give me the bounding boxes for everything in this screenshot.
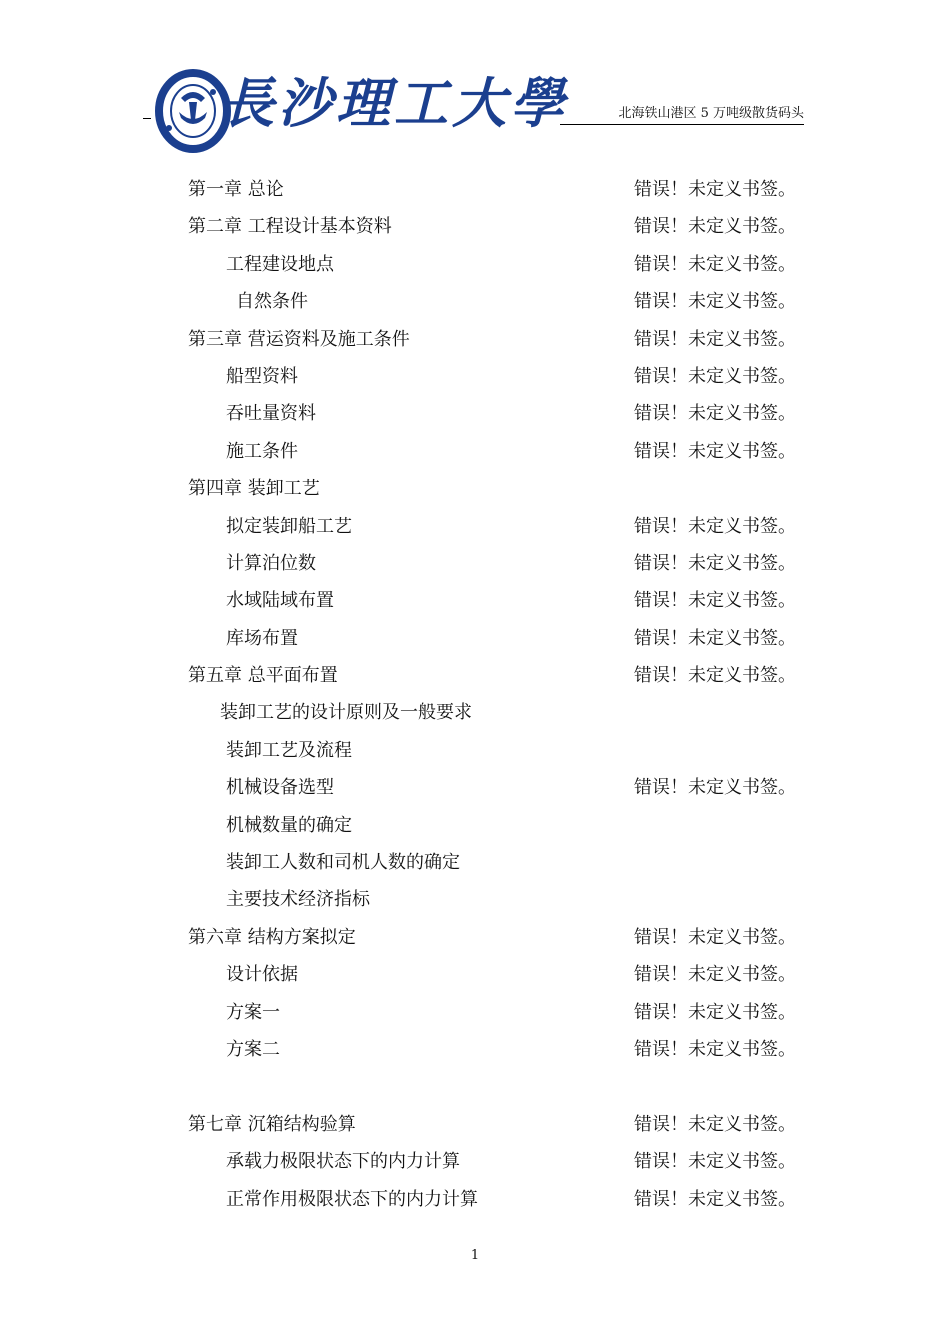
toc-entry-title: 吞吐量资料: [226, 403, 316, 425]
toc-entry-page: 错误！未定义书签。: [634, 1001, 796, 1023]
toc-entry-page: 错误！未定义书签。: [634, 926, 796, 948]
toc-entry-title: 机械数量的确定: [226, 814, 352, 836]
toc-entry[interactable]: [0, 732, 950, 769]
page-number: 1: [470, 1248, 480, 1263]
toc-entry-page: 错误！未定义书签。: [634, 403, 796, 425]
toc-entry-title: 正常作用极限状态下的内力计算: [226, 1188, 478, 1210]
toc-entry-page: 错误！未定义书签。: [634, 1038, 796, 1060]
toc-entry-page: 错误！未定义书签。: [634, 216, 796, 238]
toc-entry-title: 第三章 营运资料及施工条件: [188, 328, 410, 350]
toc-entry-page: 错误！未定义书签。: [634, 665, 796, 687]
toc-entry-title: 施工条件: [226, 440, 298, 462]
toc-entry-page: 错误！未定义书签。: [634, 552, 796, 574]
toc-entry[interactable]: [0, 881, 950, 918]
university-logo-text: 長沙理工大學: [220, 71, 568, 135]
toc-entry-page: 错误！未定义书签。: [634, 365, 796, 387]
toc-entry[interactable]: [0, 582, 950, 619]
toc-entry-page: 错误！未定义书签。: [634, 590, 796, 612]
toc-entry[interactable]: [0, 844, 950, 881]
toc-entry-title: 第六章 结构方案拟定: [188, 926, 356, 948]
toc-entry[interactable]: [0, 1031, 950, 1068]
toc-entry[interactable]: [0, 694, 950, 731]
toc-entry-title: 第一章 总论: [188, 179, 284, 200]
toc-entry[interactable]: [0, 470, 950, 507]
toc-entry[interactable]: [0, 769, 950, 806]
header-rule-tick: [143, 118, 151, 119]
toc-entry-title: 库场布置: [226, 627, 298, 649]
toc-entry-title: 装卸工人数和司机人数的确定: [226, 852, 460, 874]
toc-entry-title: 承载力极限状态下的内力计算: [226, 1151, 460, 1173]
toc-entry-title: 水域陆域布置: [226, 590, 334, 612]
toc-entry[interactable]: [0, 246, 950, 283]
toc-entry-page: 错误！未定义书签。: [634, 1151, 796, 1173]
toc-entry-title: 工程建设地点: [226, 253, 334, 275]
toc-entry-title: 方案一: [226, 1001, 280, 1023]
toc-entry[interactable]: [0, 657, 950, 694]
toc-entry[interactable]: [0, 171, 950, 208]
toc-entry[interactable]: [0, 321, 950, 358]
toc-entry-page: 错误！未定义书签。: [634, 179, 796, 200]
toc-entry-title: 第五章 总平面布置: [188, 665, 338, 687]
toc-entry-page: 错误！未定义书签。: [634, 328, 796, 350]
toc-entry-page: 错误！未定义书签。: [634, 440, 796, 462]
toc-entry[interactable]: [0, 208, 950, 245]
toc-entry-page: 错误！未定义书签。: [634, 1188, 796, 1210]
toc-entry-title: 装卸工艺的设计原则及一般要求: [220, 702, 472, 724]
toc-entry[interactable]: [0, 358, 950, 395]
toc-entry-title: 自然条件: [236, 291, 308, 313]
toc-entry-title: 拟定装卸船工艺: [226, 515, 352, 537]
toc-entry-title: 装卸工艺及流程: [226, 739, 352, 761]
toc-entry[interactable]: [0, 807, 950, 844]
toc-entry[interactable]: [0, 919, 950, 956]
toc-entry[interactable]: [0, 395, 950, 432]
toc-entry[interactable]: [0, 433, 950, 470]
toc-entry-title: 主要技术经济指标: [226, 889, 370, 911]
toc-entry-title: 方案二: [226, 1038, 280, 1060]
toc-entry[interactable]: [0, 956, 950, 993]
page-header: [0, 0, 950, 170]
toc-entry-title: 设计依据: [226, 964, 298, 986]
toc-entry-page: 错误！未定义书签。: [634, 1113, 796, 1135]
toc-entry-title: 计算泊位数: [226, 552, 316, 574]
toc-entry[interactable]: [0, 620, 950, 657]
toc-entry[interactable]: [0, 994, 950, 1031]
toc-entry[interactable]: [0, 545, 950, 582]
toc-entry-title: 第二章 工程设计基本资料: [188, 216, 392, 238]
toc-blank-line: [0, 1068, 950, 1105]
toc-entry[interactable]: [0, 283, 950, 320]
toc-entry-page: 错误！未定义书签。: [634, 964, 796, 986]
toc-entry-title: 船型资料: [226, 365, 298, 387]
toc-entry-page: 错误！未定义书签。: [634, 627, 796, 649]
toc-entry[interactable]: [0, 1106, 950, 1143]
toc-entry-title: 第七章 沉箱结构验算: [188, 1113, 356, 1135]
toc-entry[interactable]: [0, 508, 950, 545]
toc-entry[interactable]: [0, 1181, 950, 1218]
toc-entry-page: 错误！未定义书签。: [634, 515, 796, 537]
toc-entry-page: 错误！未定义书签。: [634, 253, 796, 275]
toc-entry-title: 机械设备选型: [226, 777, 334, 799]
toc-entry[interactable]: [0, 1143, 950, 1180]
toc-entry-page: 错误！未定义书签。: [634, 777, 796, 799]
header-document-title: 北海铁山港区 5 万吨级散货码头: [560, 104, 804, 125]
table-of-contents: [0, 171, 950, 1218]
toc-entry-title: 第四章 装卸工艺: [188, 478, 320, 500]
toc-entry-page: 错误！未定义书签。: [634, 291, 796, 313]
